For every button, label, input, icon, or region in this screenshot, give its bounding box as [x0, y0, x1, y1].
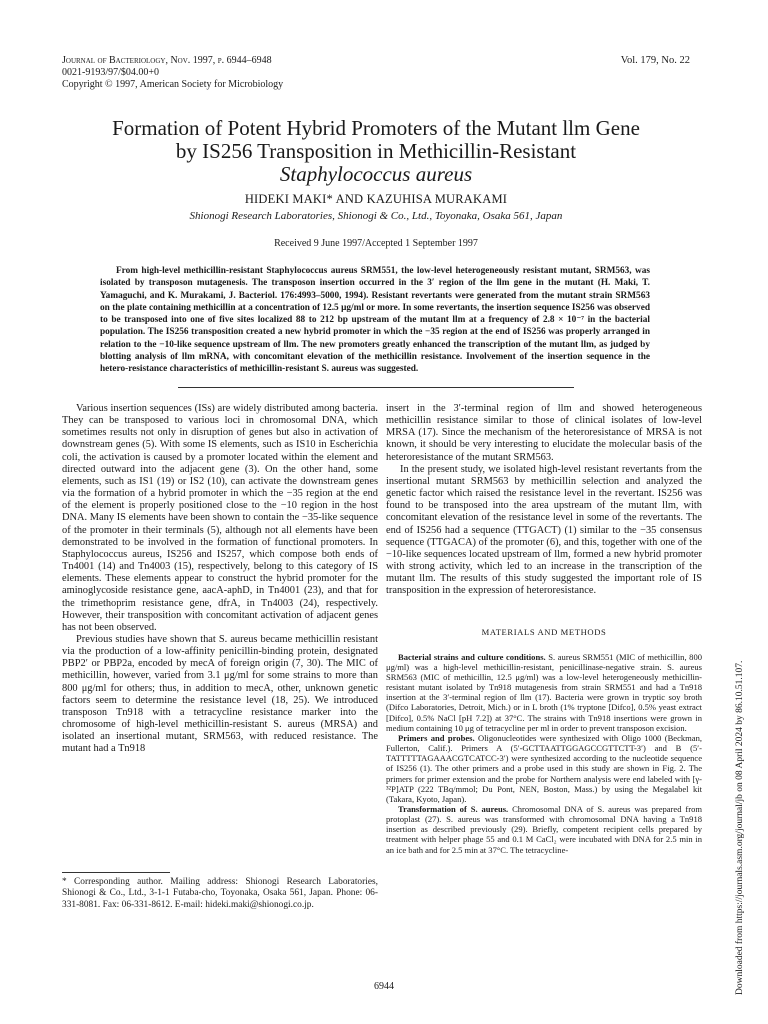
- methods-text-primers: Oligonucleotides were synthesized with Oligo 1000 (Beckman, Fullerton, Calif.). Primers A (5′-GCTTAATTGGAGCCGTTCTT-3′) and B (5′-TATTTTTAGAAACGTCATCC-3′) were synthesized according to the nucleotide sequence of IS256 (1). The other primers and a probe used in this study are shown in Fig. 2. The primers for primer extension and the probe for Northern analysis were end labeled with [γ-³²P]ATP (222 TBq/mmol; Du Pont, NEN, Boston, Mass.) by using the Megalabel kit (Takara, Kyoto, Japan).: [386, 732, 702, 804]
- author-list: HIDEKI MAKI* AND KAZUHISA MURAKAMI: [244, 192, 508, 206]
- methods-heading: MATERIALS AND METHODS: [481, 626, 607, 637]
- title-line-3: Staphylococcus aureus: [279, 162, 473, 186]
- intro-paragraph-1: Various insertion sequences (ISs) are widely distributed among bacteria. They can be transposed to various loci in chromosomal DNA, which sometimes results not only in disruption of genes but also in activation of downstream genes (5). With some IS elements, such as IS10 in Escherichia coli, the activation is caused by a promoter located within the element and directed outward into the adjacent gene (3). On the other hand, some elements, such as IS1 (19) or IS2 (10), can activate the downstream genes via the formation of a hybrid promoter in which the −35 region at the end of the element is properly positioned close to the −10 region in the host DNA. Many IS elements have been shown to contain the −35-like sequence of the promoter in their terminals (5), although not all elements have been demonstrated to be involved in the formation of functional promoters. In Staphylococcus aureus, IS256 and IS257, which compose both ends of Tn4001 (14) and Tn4003 (15), respectively, belong to this category of IS elements. These elements appear to construct the hybrid promoter for the aminoglycoside resistance gene, aacA-aphD, in Tn4001 (23), and that for the trimethoprim resistance gene, dfrA, in Tn4003 (24), respectively. However, their transposition with concomitant activation of adjacent genes has not been observed.: [62, 403, 378, 633]
- methods-paragraph-transformation: [386, 804, 702, 855]
- title-line-1: Formation of Potent Hybrid Promoters of the Mutant llm Gene: [112, 116, 640, 140]
- methods-text-strains: S. aureus SRM551 (MIC of methicillin, 800 μg/ml) was a high-level methicillin-resistant, penicillinase-negative strain. S. aureus SRM563 (MIC of methicillin, 12.5 μg/ml) was a low-level heterogeneously methicillin-resistant mutant isolated by Tn918 mutagenesis from strain SRM551 and had a Tn918 insertion at the 3′-terminal region of llm (17). Bacteria were grown in tryptic soy broth (Difco Laboratories, Detroit, Mich.) or in L broth (1% tryptone [Difco], 0.5% yeast extract [Difco], 0.5% NaCl [pH 7.2]) at 37°C. The strains with Tn918 insertions were grown in medium containing 10 μg of tetracycline per ml in order to prevent transposon excision.: [386, 651, 702, 733]
- abstract: [100, 265, 650, 376]
- methods-text-transformation: Chromosomal DNA of S. aureus was prepared from protoplast (27). S. aureus was transformed with chromosomal DNA having a Tn918 insertion as described previously (29). Briefly, competent recipient cells prepared by treatment with helper phage 55 and 0.1 M CaCl₂ were incubated with DNA for 2.5 min in an ice bath and for 2.5 min at 37°C. The tetracycline-: [386, 804, 702, 855]
- running-header: [62, 55, 283, 91]
- methods-paragraph-strains: [386, 652, 702, 733]
- received-dates: Received 9 June 1997/Accepted 1 September 1997: [274, 238, 478, 249]
- corresponding-author-footnote: * Corresponding author. Mailing address: Shionogi Research Laboratories, Shionogi & Co., Ltd., 3-1-1 Futaba-cho, Toyonaka, Osaka 561, Japan. Phone: 06-331-8081. Fax: 06-331-8612. E-mail: hideki.maki@shionogi.co.jp.: [62, 877, 378, 910]
- methods-section: [386, 652, 702, 855]
- footnote-divider: [62, 872, 170, 873]
- journal-citation: Journal of Bacteriology, Nov. 1997, p. 6944–6948: [62, 55, 272, 66]
- methods-paragraph-primers: [386, 733, 702, 804]
- copyright-line: Copyright © 1997, American Society for Microbiology: [62, 79, 284, 90]
- abstract-divider: [178, 387, 574, 388]
- intro-paragraph-3: insert in the 3′-terminal region of llm and showed heterogeneous methicillin resistance similar to those of clinical isolates of low-level MRSA (17). Since the mechanism of the heteroresistance of MRSA is not known, it should be very interesting to elucidate the molecular basis of the heteroresistance of the mutant SRM563.: [386, 403, 702, 463]
- intro-paragraph-4: In the present study, we isolated high-level resistant revertants from the insertional mutant SRM563 by methicillin selection and analyzed the genetic factor which raised the resistance level in the revertant. IS256 was found to be transposed into the area upstream of the mutant llm, with concomitant elevation of the resistance level in some of the revertants. The end of IS256 had a sequence (TTGACT) (1) similar to the −35 consensus sequence (TTGACA) of the promoter (6), and this, together with one of the −10-like sequences located upstream of llm, formed a new hybrid promoter with strong activity, which led to an increase in the transcription of the mutant llm. The results of this study suggested the important role of IS transposition in the expression of heteroresistance.: [386, 463, 702, 597]
- issn-line: 0021-9193/97/$04.00+0: [62, 67, 160, 78]
- right-column: [386, 403, 702, 855]
- runin-transformation: Transformation of S. aureus.: [398, 804, 509, 814]
- intro-paragraph-2: Previous studies have shown that S. aureus became methicillin resistant via the production of a low-affinity penicillin-binding protein, designated PBP2′ or PBP2a, encoded by mecA of foreign origin (7, 30). The MIC of methicillin, however, varied from 3.1 μg/ml for some strains to more than 800 μg/ml for others; thus, in addition to mecA, other, unknown genetic factors seem to determine the resistance level (18, 25). We introduced transposon Tn918 with a tetracycline resistance marker into the chromosome of high-level methicillin-resistant S. aureus (MRSA) and isolated an insertional mutant, SRM563, with reduced resistance. The mutant had a Tn918: [62, 633, 378, 755]
- affiliation: Shionogi Research Laboratories, Shionogi & Co., Ltd., Toyonaka, Osaka 561, Japan: [189, 210, 563, 222]
- runin-strains: Bacterial strains and culture conditions.: [398, 651, 546, 662]
- abstract-text: From high-level methicillin-resistant Staphylococcus aureus SRM551, the low-level heterogeneously resistant mutant, SRM563, was isolated by transposon mutagenesis. The transposon insertion occurred in the 3′ region of the llm gene in the mutant (H. Maki, T. Yamaguchi, and K. Murakami, J. Bacteriol. 176:4993–5000, 1994). Resistant revertants were generated from the mutant strain SRM563 on the plate containing methicillin at a concentration of 12.5 μg/ml or more. In some revertants, the insertion sequence IS256 was observed to be transposed into one of five sites localized 88 to 212 bp upstream of the mutant llm at a frequency of 2.8 × 10⁻⁷ in the bacterial population. The IS256 transposition created a new hybrid promoter in which the −35 region at the end of IS256 was properly arranged in relation to the −10-like sequence upstream of llm. The new promoters greatly enhanced the transcription of the mutant llm, as judged by blotting analysis of llm mRNA, with concomitant elevation of the methicillin resistance. Involvement of the insertion sequence in the hetero-resistance characteristics of methicillin-resistant S. aureus was suggested.: [100, 266, 650, 375]
- left-column: [62, 403, 378, 756]
- runin-primers: Primers and probes.: [398, 732, 475, 743]
- volume-issue: Vol. 179, No. 22: [620, 55, 690, 66]
- title-line-2: by IS256 Transposition in Methicillin-Resistant: [175, 139, 577, 163]
- article-title: [62, 117, 690, 186]
- page-number: 6944: [374, 981, 394, 992]
- download-watermark: Downloaded from https://journals.asm.org/journal/jb on 08 April 2024 by 86.10.51.107.: [735, 660, 745, 995]
